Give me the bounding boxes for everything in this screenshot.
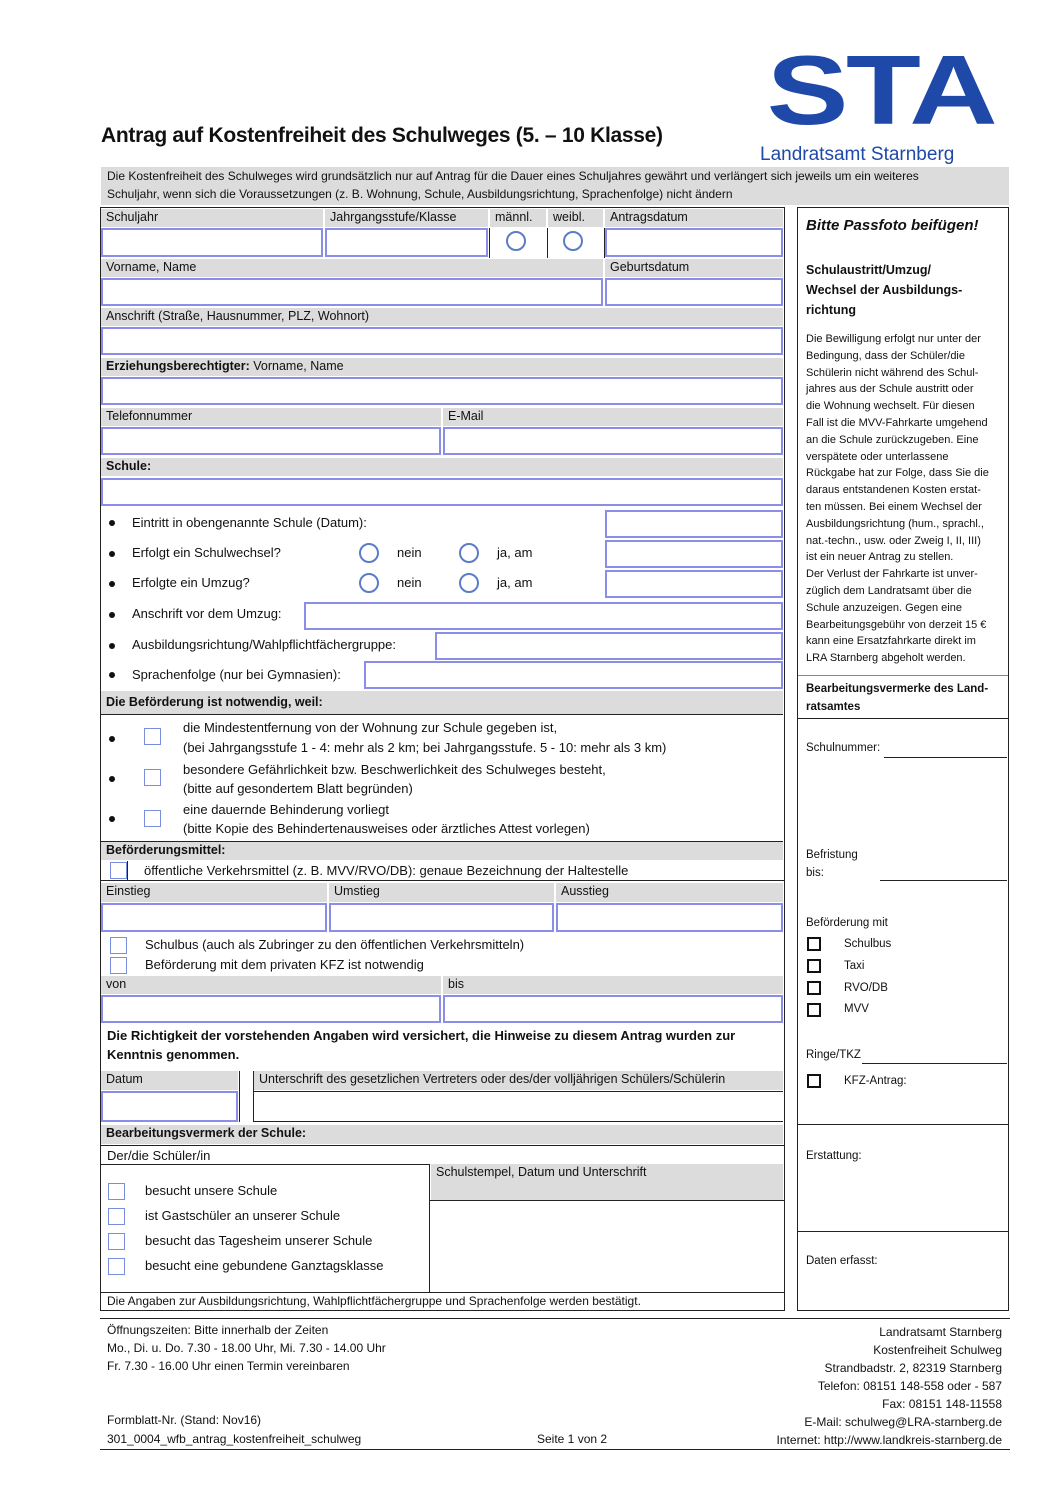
intro-line-2: Schuljahr, wenn sich die Voraussetzungen (z. B. Wohnung, Schule, Ausbildungsrichtung, Sprachenfolge) nicht ändern — [107, 187, 733, 201]
email-field[interactable] — [443, 427, 783, 455]
footer-right — [777, 1323, 1002, 1449]
ringe-label: Ringe/TKZ — [806, 1049, 861, 1061]
umzug-ja-radio[interactable] — [459, 573, 479, 593]
mindestentfernung-line-1: die Mindestentfernung von der Wohnung zur Schule gegeben ist, — [183, 720, 558, 735]
bullet-dot — [109, 551, 115, 557]
footer-right-line[interactable]: E-Mail: schulweg@LRA-starnberg.de — [804, 1415, 1002, 1429]
befristung-label: Befristung — [806, 849, 858, 861]
sidebar-text-line: jahres aus der Schule austritt oder — [806, 383, 974, 396]
schulvermerk-footer: Die Angaben zur Ausbildungsrichtung, Wahlpflichtfächergruppe und Sprachenfolge werden bestätigt. — [107, 1294, 641, 1308]
erstattung-label: Erstattung: — [806, 1150, 862, 1162]
label-umstieg: Umstieg — [329, 883, 554, 902]
schulwechsel-nein-radio[interactable] — [359, 543, 379, 563]
label-bis: bis — [443, 976, 783, 994]
schulbus-amt-checkbox[interactable] — [807, 937, 821, 951]
footer-left-2: Mo., Di. u. Do. 7.30 - 18.00 Uhr, Mi. 7.30 - 14.00 Uhr — [107, 1341, 386, 1355]
eintritt-field[interactable] — [605, 510, 783, 538]
oepnv-label: öffentliche Verkehrsmittel (z. B. MVV/RVO/DB): genaue Bezeichnung der Haltestelle — [144, 863, 629, 878]
bullet-dot — [109, 672, 115, 678]
rvo-checkbox[interactable] — [807, 981, 821, 995]
rvo-label: RVO/DB — [844, 982, 888, 994]
schule-field[interactable] — [101, 478, 783, 506]
sprachen-label: Sprachenfolge (nur bei Gymnasien): — [132, 667, 341, 682]
versicherung-line-1: Die Richtigkeit der vorstehenden Angaben wird versichert, die Hinweise zu diesem Antrag wurden zur — [107, 1028, 736, 1043]
befristung-bis-label: bis: — [806, 867, 824, 879]
besucht-schule-label: besucht unsere Schule — [145, 1183, 278, 1198]
erziehungsberechtigter-field[interactable] — [101, 377, 783, 405]
anschrift-vor-field[interactable] — [304, 602, 783, 630]
sidebar-text-line: verspätete oder unterlassene — [806, 450, 949, 463]
footer-right-line: Fax: 08151 148-11558 — [882, 1397, 1002, 1411]
besucht-schule-checkbox[interactable] — [108, 1183, 125, 1200]
jahrgang-field[interactable] — [325, 228, 488, 257]
geburtsdatum-field[interactable] — [605, 278, 783, 306]
sidebar-text-line: ten müssen. Bei einem Wechsel der — [806, 500, 982, 513]
gastschueler-label: ist Gastschüler an unserer Schule — [145, 1208, 341, 1223]
label-von: von — [101, 976, 441, 994]
taxi-checkbox[interactable] — [807, 959, 821, 973]
sidebar-heading-1: Schulaustritt/Umzug/ — [806, 263, 932, 277]
label-antragsdatum: Antragsdatum — [605, 209, 783, 227]
umstieg-field[interactable] — [329, 903, 554, 932]
ganztag-checkbox[interactable] — [108, 1258, 125, 1275]
einstieg-field[interactable] — [101, 903, 327, 932]
label-jahrgang: Jahrgangsstufe/Klasse — [325, 209, 488, 227]
eintritt-label: Eintritt in obengenannte Schule (Datum): — [132, 515, 367, 530]
label-geburtsdatum: Geburtsdatum — [605, 259, 783, 277]
kfz-antrag-checkbox[interactable] — [807, 1074, 821, 1088]
mvv-checkbox[interactable] — [807, 1003, 821, 1017]
label-vorname: Vorname, Name — [101, 259, 603, 277]
unterschrift-field[interactable] — [254, 1091, 783, 1122]
sidebar-text-line: Schülerin nicht während des Schul- — [806, 366, 979, 379]
gastschueler-checkbox[interactable] — [108, 1208, 125, 1225]
sidebar-heading-2: Wechsel der Ausbildungs- — [806, 283, 963, 297]
footer-left-1: Öffnungszeiten: Bitte innerhalb der Zeiten — [107, 1323, 329, 1337]
schulbus-amt-label: Schulbus — [844, 938, 892, 950]
daten-label: Daten erfasst: — [806, 1255, 878, 1267]
kfz-checkbox[interactable] — [110, 957, 127, 974]
mvv-label: MVV — [844, 1003, 869, 1015]
schulbus-label: Schulbus (auch als Zubringer zu den öffentlichen Verkehrsmitteln) — [145, 937, 525, 952]
schulwechsel-ja-label: ja, am — [497, 545, 533, 560]
behinderung-line-2: (bitte Kopie des Behindertenausweises oder ärztliches Attest vorlegen) — [183, 821, 590, 836]
umzug-nein-label: nein — [397, 575, 422, 590]
logo-letters: STA — [766, 35, 996, 145]
versicherung-line-2: Kenntnis genommen. — [107, 1047, 240, 1062]
footer-right-line: Kostenfreiheit Schulweg — [873, 1343, 1002, 1357]
sidebar-text-line: an die Schule zurückzugeben. Eine — [806, 433, 979, 446]
erz-bold: Erziehungsberechtigter: — [106, 359, 250, 373]
antragsdatum-field[interactable] — [605, 228, 783, 257]
footer-left-3: Fr. 7.30 - 16.00 Uhr einen Termin vereinbaren — [107, 1359, 350, 1373]
sidebar-text-line: Schule anzuzeigen. Gegen eine — [806, 601, 962, 614]
label-stempel: Schulstempel, Datum und Unterschrift — [431, 1164, 783, 1200]
bullet-dot — [109, 643, 115, 649]
label-maennl: männl. — [490, 209, 546, 227]
label-einstieg: Einstieg — [101, 883, 327, 902]
footer-right-line: Telefon: 08151 148-558 oder - 587 — [817, 1379, 1002, 1393]
schulwechsel-nein-label: nein — [397, 545, 422, 560]
bis-field[interactable] — [443, 995, 783, 1023]
sidebar-text-line: Ausbildungsrichtung (hum., sprachl., — [806, 517, 984, 530]
sidebar-text-line: Die Bewilligung erfolgt nur unter der — [806, 333, 981, 345]
schulbus-checkbox[interactable] — [110, 937, 127, 954]
footer-file: 301_0004_wfb_antrag_kostenfreiheit_schulweg — [107, 1432, 362, 1446]
label-schuljahr: Schuljahr — [101, 209, 323, 227]
bullet-dot — [109, 612, 115, 618]
schuljahr-field[interactable] — [101, 228, 323, 257]
gefaehrlichkeit-line-2: (bitte auf gesondertem Blatt begründen) — [183, 781, 413, 796]
label-unterschrift: Unterschrift des gesetzlichen Vertreters oder des/der volljährigen Schülers/Schülerin — [254, 1071, 783, 1090]
logo — [752, 35, 1010, 170]
intro-line-1: Die Kostenfreiheit des Schulweges wird grundsätzlich nur auf Antrag für die Dauer eines Schuljahres gewährt und verlängert sich jeweils um ein weiteres — [107, 169, 919, 183]
label-ausstieg: Ausstieg — [556, 883, 783, 902]
telefon-field[interactable] — [101, 427, 441, 455]
mindestentfernung-line-2: (bei Jahrgangsstufe 1 - 4: mehr als 2 km; bei Jahrgangsstufe. 5 - 10: mehr als 3 km) — [183, 740, 667, 755]
footer-right-line[interactable]: Internet: http://www.landkreis-starnberg.de — [776, 1433, 1002, 1447]
vorname-field[interactable] — [101, 278, 603, 306]
bullet-dot — [109, 816, 115, 822]
sidebar-text-line: nat.-techn., usw. oder Zweig I, II, III) — [806, 534, 981, 547]
sidebar-text-line: Rückgabe hat zur Folge, dass Sie die — [806, 467, 989, 480]
ausbildung-label: Ausbildungsrichtung/Wahlpflichtfächergruppe: — [132, 637, 397, 652]
schulnummer-label: Schulnummer: — [806, 742, 881, 754]
sidebar-text — [806, 331, 1006, 667]
bullet-dot — [109, 736, 115, 742]
sidebar-heading-3: richtung — [806, 303, 856, 317]
umzug-label: Erfolgte ein Umzug? — [132, 575, 250, 590]
von-field[interactable] — [101, 995, 441, 1023]
bullet-dot — [109, 776, 115, 782]
page-title: Antrag auf Kostenfreiheit des Schulweges (5. – 10 Klasse) — [101, 124, 663, 147]
sidebar-text-line: Der Verlust der Fahrkarte ist unver- — [806, 568, 978, 581]
schulwechsel-datum-field[interactable] — [605, 540, 783, 568]
footer-formblatt: Formblatt-Nr. (Stand: Nov16) — [107, 1413, 262, 1427]
mittel-heading: Beförderungsmittel: — [101, 841, 783, 860]
footer-seite: Seite 1 von 2 — [537, 1432, 608, 1446]
gefaehrlichkeit-line-1: besondere Gefährlichkeit bzw. Beschwerlichkeit des Schulweges besteht, — [183, 762, 606, 777]
amt-heading-1: Bearbeitungsvermerke des Land- — [806, 683, 989, 695]
weibl-radio[interactable] — [563, 231, 583, 251]
erz-rest: Vorname, Name — [249, 359, 344, 373]
sidebar-text-line: LRA Starnberg abgeholt werden. — [806, 652, 966, 665]
befoerderung-mit-label: Beförderung mit — [806, 917, 888, 929]
umzug-datum-field[interactable] — [605, 570, 783, 598]
umzug-nein-radio[interactable] — [359, 573, 379, 593]
oepnv-checkbox[interactable] — [110, 862, 127, 879]
label-datum: Datum — [101, 1071, 238, 1090]
umzug-ja-label: ja, am — [497, 575, 533, 590]
schulvermerk-sub: Der/die Schüler/in — [107, 1148, 211, 1163]
schulwechsel-label: Erfolgt ein Schulwechsel? — [132, 545, 281, 560]
schulwechsel-ja-radio[interactable] — [459, 543, 479, 563]
behinderung-line-1: eine dauernde Behinderung vorliegt — [183, 802, 389, 817]
label-schule: Schule: — [101, 458, 783, 476]
datum-field[interactable] — [101, 1091, 238, 1122]
sidebar-text-line: Fall ist die MVV-Fahrkarte umgehend — [806, 416, 988, 429]
behinderung-checkbox[interactable] — [144, 810, 161, 827]
sidebar-text-line: ist ein neuer Antrag zu stellen. — [806, 551, 954, 564]
bullet-dot — [109, 520, 115, 526]
gefaehrlichkeit-checkbox[interactable] — [144, 769, 161, 786]
anschrift-vor-label: Anschrift vor dem Umzug: — [132, 606, 282, 621]
kfz-antrag-label: KFZ-Antrag: — [844, 1075, 907, 1087]
label-anschrift: Anschrift (Straße, Hausnummer, PLZ, Wohnort) — [101, 308, 783, 326]
passfoto-note: Bitte Passfoto beifügen! — [806, 217, 979, 234]
sidebar-text-line: züglich dem Landratsamt über die — [806, 584, 972, 597]
mindestentfernung-checkbox[interactable] — [144, 728, 161, 745]
stempel-field[interactable] — [431, 1201, 783, 1291]
footer-right-line: Strandbadstr. 2, 82319 Starnberg — [824, 1361, 1002, 1375]
befoerderung-heading: Die Beförderung ist notwendig, weil: — [101, 691, 783, 715]
anschrift-field[interactable] — [101, 327, 783, 355]
tagesheim-checkbox[interactable] — [108, 1233, 125, 1250]
amt-heading-2: ratsamtes — [806, 701, 861, 713]
footer-right-line: Landratsamt Starnberg — [879, 1325, 1002, 1339]
sidebar-text-line: daraus entstandenen Kosten erstat- — [806, 484, 981, 497]
logo-subtitle: Landratsamt Starnberg — [760, 144, 955, 165]
label-weibl: weibl. — [548, 209, 603, 227]
ausbildung-field[interactable] — [435, 632, 783, 660]
taxi-label: Taxi — [844, 960, 865, 972]
ausstieg-field[interactable] — [556, 903, 783, 932]
sidebar-text-line: kann eine Ersatzfahrkarte direkt im — [806, 635, 976, 648]
label-email: E-Mail — [443, 408, 783, 426]
sidebar-text-line: die Wohnung wechselt. Für diesen — [806, 400, 975, 413]
label-telefon: Telefonnummer — [101, 408, 441, 426]
tagesheim-label: besucht das Tagesheim unserer Schule — [145, 1233, 373, 1248]
schulvermerk-heading: Bearbeitungsvermerk der Schule: — [101, 1125, 783, 1144]
kfz-label: Beförderung mit dem privaten KFZ ist notwendig — [145, 957, 424, 972]
ganztag-label: besucht eine gebundene Ganztagsklasse — [145, 1258, 384, 1273]
sprachen-field[interactable] — [364, 661, 783, 689]
maennl-radio[interactable] — [506, 231, 526, 251]
bullet-dot — [109, 581, 115, 587]
sidebar-text-line: Bearbeitungsgebühr von derzeit 15 € — [806, 618, 987, 631]
label-erziehungsberechtigter — [101, 358, 783, 376]
sidebar-text-line: Bedingung, dass der Schüler/die — [806, 349, 965, 362]
